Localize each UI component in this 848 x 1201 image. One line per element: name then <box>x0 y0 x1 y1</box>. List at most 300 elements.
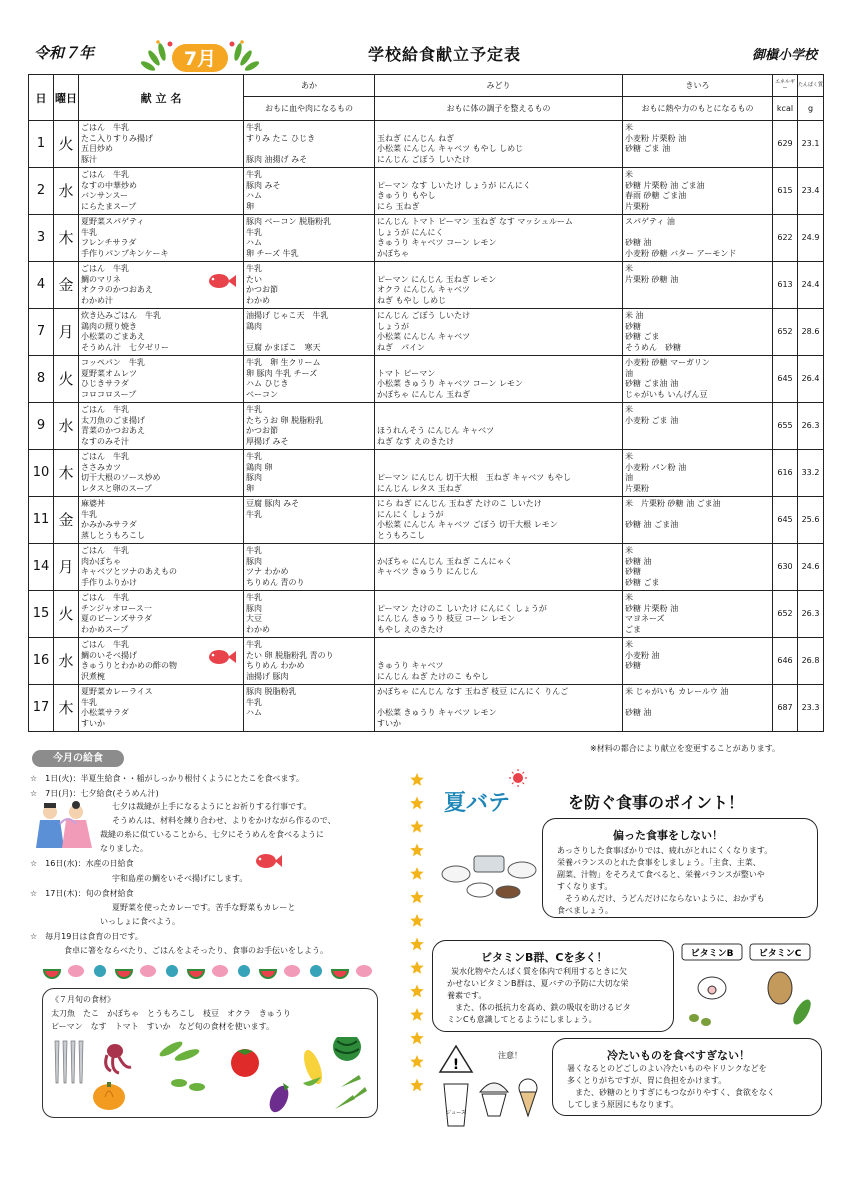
menu-line: 蒸しとうもろこし <box>81 530 145 540</box>
yellow-line <box>625 228 770 239</box>
yellow-cell <box>623 591 773 638</box>
menu-row <box>29 215 824 262</box>
tip-2-line-5: ミンCも意識してとるようにしましょう。 <box>447 1015 597 1024</box>
menu-line: すいか <box>81 718 105 728</box>
event-7-text-3: 裁縫の糸に似ていることから、七夕にそうめんを食べるように <box>100 830 324 839</box>
star-icon <box>410 844 423 857</box>
kcal-cell: 655 <box>773 403 798 450</box>
menu-line: 手作りふりかけ <box>81 577 137 587</box>
tip-box-vitamin <box>432 940 674 1032</box>
day-cell: 9 <box>29 403 54 450</box>
red-line: 厚揚げ みそ <box>246 436 289 446</box>
green-line: ねぎ もやし しめじ <box>377 295 447 305</box>
menu-line: キャベツとツナのあえもの <box>81 567 177 576</box>
yellow-line: 米 <box>625 405 633 414</box>
menu-line: かみかみサラダ <box>81 520 137 529</box>
tai-fish-icon <box>207 272 237 290</box>
green-cell <box>375 638 623 685</box>
potato-icon <box>768 972 792 1004</box>
yellow-line: 小麦粉 油 <box>625 650 660 660</box>
green-line: かぼちゃ <box>377 248 409 258</box>
change-note: ※材料の都合により献立を変更することがあります。 <box>590 744 781 753</box>
weekday-cell: 木 <box>54 685 79 732</box>
red-line: 豚肉 油揚げ みそ <box>246 154 308 164</box>
green-line: しょうが にんにく <box>377 227 444 237</box>
weekday-cell: 水 <box>54 638 79 685</box>
menu-line: ごはん 牛乳 <box>81 593 129 602</box>
yellow-line: そうめん 砂糖 <box>625 342 681 352</box>
fish-badge-icon <box>94 965 106 977</box>
red-line: 油揚げ じゃこ天 牛乳 <box>246 311 329 320</box>
green-line: にんにく しょうが <box>377 509 444 519</box>
red-line: たちうお 卵 脱脂粉乳 <box>246 415 324 425</box>
menu-line: 小松菜のごまあえ <box>81 332 145 341</box>
red-cell <box>244 685 375 732</box>
yellow-line: 米 <box>625 170 633 179</box>
seasonal-line-1: 太刀魚 たこ かぼちゃ とうもろこし 枝豆 オクラ きゅうり <box>51 1009 291 1018</box>
menu-line: ひじきサラダ <box>81 379 129 388</box>
vitamin-c-label: ビタミンC <box>758 949 802 959</box>
menu-line: ごはん 牛乳 <box>81 546 129 555</box>
red-line: ツナ わかめ <box>246 567 289 576</box>
red-line: ハム ひじき <box>246 379 289 388</box>
natsubate-logo <box>440 768 566 820</box>
tip-box-balanced <box>542 818 818 918</box>
menu-line: コロコロスープ <box>81 389 137 399</box>
yellow-line <box>625 285 770 296</box>
red-line <box>246 332 372 343</box>
menu-line: ごはん 牛乳 <box>81 123 129 132</box>
food-border <box>42 962 378 982</box>
yellow-line <box>625 719 770 730</box>
yellow-cell <box>623 685 773 732</box>
red-line: すりみ たこ ひじき <box>246 133 316 143</box>
event-17-text-1: 夏野菜を使ったカレーです。苦手な野菜もカレーと <box>112 903 296 912</box>
red-cell <box>244 356 375 403</box>
menu-line: コッペパン 牛乳 <box>81 358 145 367</box>
green-cell <box>375 685 623 732</box>
tip-3-line-3: また、砂糖のとりすぎにもつながりやすく、食欲をなく <box>567 1088 775 1097</box>
menu-row <box>29 497 824 544</box>
octopus-small-icon <box>356 965 372 977</box>
menu-body <box>29 121 824 732</box>
yellow-cell <box>623 168 773 215</box>
red-line <box>246 520 372 531</box>
tip-1-line-3: 副菜、汁物」をそろえて食べると、栄養バランスが整いや <box>557 870 765 879</box>
green-line: きゅうり キャベツ コーン レモン <box>377 238 497 247</box>
protein-cell: 23.3 <box>798 685 824 732</box>
octopus-small-icon <box>68 965 84 977</box>
menu-line: 夏のビーンズサラダ <box>81 614 153 623</box>
menu-line: バンサンスー <box>81 191 128 200</box>
green-line: 小松菜 にんじん キャベツ ごぼう 切干大根 レモン <box>377 520 558 529</box>
edamame-icon <box>158 1039 205 1091</box>
green-line: 小松菜 にんじん キャベツ <box>377 332 471 341</box>
menu-row <box>29 403 824 450</box>
natsubate-title: を防ぐ食事のポイント！ <box>568 793 745 812</box>
this-month-pill: 今月の給食 <box>32 750 124 767</box>
yellow-line: 砂糖 <box>625 567 641 576</box>
tomato-icon <box>231 1049 259 1077</box>
watermelon-slice-icon <box>260 970 276 978</box>
green-line: トマト ピーマン <box>377 368 436 378</box>
red-cell <box>244 215 375 262</box>
yellow-line: 米 片栗粉 砂糖 油 ごま油 <box>625 499 721 508</box>
weekday-cell: 金 <box>54 497 79 544</box>
event-17: ☆ 17日(木)：旬の食材給食 <box>30 889 134 898</box>
day-cell: 17 <box>29 685 54 732</box>
protein-cell: 23.4 <box>798 168 824 215</box>
yellow-line: 砂糖 ごま <box>625 332 660 341</box>
green-line: にら 玉ねぎ <box>377 201 420 211</box>
menu-line: ごはん 牛乳 <box>81 452 129 461</box>
weekday-cell: 水 <box>54 403 79 450</box>
menu-cell <box>79 685 244 732</box>
menu-cell <box>79 591 244 638</box>
menu-line: 太刀魚のごま揚げ <box>81 415 145 425</box>
octopus-small-icon <box>212 965 228 977</box>
protein-cell: 24.6 <box>798 544 824 591</box>
col-protein-unit: g <box>798 97 824 121</box>
green-line <box>377 640 620 651</box>
yellow-line: スパゲティ 油 <box>625 217 675 226</box>
menu-line: 夏野菜カレーライス <box>81 687 153 696</box>
green-cell <box>375 168 623 215</box>
kcal-cell: 652 <box>773 591 798 638</box>
yellow-line: 米 <box>625 593 633 602</box>
red-line: たい <box>246 274 262 284</box>
red-cell <box>244 450 375 497</box>
red-line: 牛乳 卵 生クリーム <box>246 358 321 367</box>
yellow-line: 砂糖 片栗粉 油 ごま油 <box>625 180 705 190</box>
yellow-line <box>625 155 770 166</box>
yellow-cell <box>623 497 773 544</box>
year-label: 令和７年 <box>34 44 95 62</box>
kcal-cell: 622 <box>773 215 798 262</box>
yellow-line: 砂糖 ごま <box>625 577 660 587</box>
menu-cell <box>79 638 244 685</box>
seasonal-title: 《７月旬の食材》 <box>51 995 115 1004</box>
red-line: ベーコン <box>246 389 278 399</box>
col-energy-unit: kcal <box>773 97 798 121</box>
red-cell <box>244 121 375 168</box>
green-line <box>377 405 620 416</box>
col-red: あか <box>244 75 375 97</box>
star-icon <box>410 1055 423 1068</box>
octopus-small-icon <box>284 965 300 977</box>
weekday-cell: 火 <box>54 121 79 168</box>
green-line: かぼちゃ にんじん 玉ねぎ <box>377 389 471 399</box>
yellow-cell <box>623 309 773 356</box>
red-line: 卵 チーズ 牛乳 <box>246 248 299 258</box>
yellow-line: 砂糖 <box>625 321 641 331</box>
tai-fish-icon <box>207 648 237 666</box>
yellow-line: 砂糖 ごま 油 <box>625 144 671 153</box>
protein-cell: 25.6 <box>798 497 824 544</box>
green-line: にんじん ごぼう しいたけ <box>377 154 471 164</box>
watermelon-icon <box>333 1037 361 1061</box>
red-cell <box>244 262 375 309</box>
yellow-cell <box>623 356 773 403</box>
star-icon <box>410 938 423 951</box>
green-line: もやし えのきたけ <box>377 624 444 634</box>
caution-label: 注意！ <box>498 1051 522 1060</box>
tip-1-line-2: 栄養バランスのとれた食事をしましょう。「主食、主菜、 <box>557 858 761 867</box>
menu-line: 麻婆丼 <box>81 499 105 508</box>
green-cell <box>375 403 623 450</box>
yellow-line: 砂糖 片栗粉 油 <box>625 603 679 613</box>
tip-3-line-1: 暑くなるとのどごしのよい冷たいものやドリンクなどを <box>567 1064 767 1073</box>
menu-line: 夏野菜オムレツ <box>81 368 137 378</box>
menu-row <box>29 450 824 497</box>
green-line <box>377 358 620 369</box>
event-19-text: 食卓に箸をならべたり、ごはんをよそったり、食事のお手伝いをしよう。 <box>64 946 328 955</box>
menu-cell <box>79 450 244 497</box>
event-7-text-2: そうめんは、材料を練り合わせ、よりをかけながら作るので、 <box>112 816 336 825</box>
red-line <box>246 719 372 730</box>
menu-line: 沢煮椀 <box>81 671 105 681</box>
col-menu: 献 立 名 <box>79 75 244 121</box>
kcal-cell: 646 <box>773 638 798 685</box>
menu-cell <box>79 544 244 591</box>
menu-row <box>29 356 824 403</box>
ice-cream-icon <box>519 1079 537 1116</box>
star-icon <box>410 891 423 904</box>
star-icon <box>410 914 423 927</box>
weekday-cell: 水 <box>54 168 79 215</box>
green-line: ほうれんそう にんじん キャベツ <box>377 426 495 435</box>
yellow-line: 米 <box>625 546 633 555</box>
menu-line: ごはん 牛乳 <box>81 264 129 273</box>
yellow-line: 春雨 砂糖 ごま油 <box>625 191 687 200</box>
green-cell <box>375 544 623 591</box>
yellow-cell <box>623 262 773 309</box>
tip-2-line-1: 炭水化物やたんぱく質を体内で利用するときに欠 <box>451 967 627 976</box>
watermelon-slice-icon <box>332 970 348 978</box>
protein-cell: 26.3 <box>798 403 824 450</box>
tachiuo-icon <box>55 1041 83 1083</box>
menu-line: わかめ汁 <box>81 295 113 305</box>
yellow-line <box>625 698 770 709</box>
yellow-line: 米 <box>625 264 633 273</box>
seasonal-box <box>42 988 378 1118</box>
green-line: ねぎ なす えのきたけ <box>377 436 455 446</box>
menu-line: 鯛のいそべ揚げ <box>81 650 137 660</box>
weekday-cell: 木 <box>54 215 79 262</box>
red-line: 牛乳 <box>246 509 262 519</box>
seasonal-line-2: ピーマン なす トマト すいか など旬の食材を使います。 <box>51 1022 275 1031</box>
yellow-line: 油 <box>625 473 633 482</box>
red-line: 豚肉 <box>246 473 262 482</box>
green-line <box>377 170 620 181</box>
tip-1-line-6: 食べましょう。 <box>557 906 613 915</box>
pig-icon <box>698 977 726 999</box>
leaf-right-icon <box>233 43 260 73</box>
kcal-cell: 615 <box>773 168 798 215</box>
col-yellow: きいろ <box>623 75 773 97</box>
menu-cell <box>79 497 244 544</box>
red-line: わかめ <box>246 295 270 305</box>
yellow-line: 片栗粉 <box>625 201 649 211</box>
bean-icon <box>689 1014 711 1026</box>
sun-icon <box>509 769 527 787</box>
green-line: 小松菜 にんじん キャベツ もやし しめじ <box>377 144 524 153</box>
yellow-line: 小麦粉 砂糖 マーガリン <box>625 358 710 367</box>
col-green: みどり <box>375 75 623 97</box>
green-cell <box>375 309 623 356</box>
kcal-cell: 630 <box>773 544 798 591</box>
natsubate-logo-text: 夏バテ <box>444 791 511 816</box>
protein-cell: 26.8 <box>798 638 824 685</box>
natsubate-header <box>440 780 820 820</box>
green-line <box>377 264 620 275</box>
col-yellow-desc: おもに熱や力のもとになるもの <box>623 97 773 121</box>
green-line: かぼちゃ にんじん なす 玉ねぎ 枝豆 にんにく りんご <box>377 687 569 696</box>
menu-line: ごはん 牛乳 <box>81 170 129 179</box>
green-line: ピーマン たけのこ しいたけ にんにく しょうが <box>377 603 547 613</box>
red-line: 牛乳 <box>246 593 262 602</box>
kcal-cell: 613 <box>773 262 798 309</box>
col-green-desc: おもに体の調子を整えるもの <box>375 97 623 121</box>
event-7-text-1: 七夕は裁縫が上手になるようにとお祈りする行事です。 <box>112 802 312 811</box>
yellow-line: 砂糖 <box>625 661 641 670</box>
green-line: にんじん トマト ピーマン 玉ねぎ なす マッシュルーム <box>377 217 573 226</box>
yellow-line: 片栗粉 砂糖 油 <box>625 274 679 284</box>
red-line: 卵 豚肉 牛乳 チーズ <box>246 368 318 378</box>
red-cell <box>244 497 375 544</box>
green-line: きゅうり もやし <box>377 191 436 200</box>
menu-line: 夏野菜スパゲティ <box>81 217 145 226</box>
yellow-cell <box>623 450 773 497</box>
menu-row <box>29 591 824 638</box>
fish-badge-icon <box>166 965 178 977</box>
green-cell <box>375 121 623 168</box>
leaf-left-icon <box>140 43 167 73</box>
tip-2-title: ビタミンB群、Cを多く！ <box>481 951 608 964</box>
yellow-line: 米 <box>625 640 633 649</box>
kcal-cell: 645 <box>773 356 798 403</box>
tip-box-cold <box>552 1038 822 1116</box>
green-line: にんじん きゅうり 枝豆 コーン レモン <box>377 614 516 623</box>
menu-line: 五目炒め <box>81 144 113 153</box>
menu-line: ささみカツ <box>81 462 121 472</box>
red-line: 卵 <box>246 483 254 493</box>
yellow-line: 米 <box>625 123 633 132</box>
yellow-line <box>625 437 770 448</box>
red-line: 牛乳 <box>246 170 262 179</box>
green-line: にら ねぎ にんじん 玉ねぎ たけのこ しいたけ <box>377 499 542 508</box>
pumpkin-icon <box>93 1082 125 1110</box>
green-line: すいか <box>377 718 401 728</box>
red-line: 豚肉 脱脂粉乳 <box>246 687 297 696</box>
tip-2-line-3: 養素です。 <box>447 991 487 1000</box>
event-19: ☆ 毎月19日は食育の日です。 <box>30 932 143 941</box>
kcal-cell: 652 <box>773 309 798 356</box>
yellow-line: 砂糖 油 <box>625 556 652 566</box>
yellow-line: 油 <box>625 368 633 378</box>
month-label: 7月 <box>183 48 217 70</box>
red-line: 牛乳 <box>246 697 262 707</box>
red-line: 大豆 <box>246 614 262 623</box>
green-line <box>377 123 620 134</box>
red-line: 牛乳 <box>246 405 262 414</box>
yellow-line: 小麦粉 片栗粉 油 <box>625 133 687 143</box>
star-icon <box>410 820 423 833</box>
school-name: 御槇小学校 <box>751 48 817 63</box>
menu-row <box>29 544 824 591</box>
menu-row <box>29 262 824 309</box>
menu-line: わかめスープ <box>81 624 129 634</box>
corn-icon <box>300 1048 325 1087</box>
svg-text:!: ! <box>452 1057 460 1073</box>
star-icon <box>410 985 423 998</box>
day-cell: 15 <box>29 591 54 638</box>
weekday-cell: 金 <box>54 262 79 309</box>
cold-food-illustration <box>438 1044 550 1128</box>
menu-cell <box>79 262 244 309</box>
menu-line: ごはん 牛乳 <box>81 405 129 414</box>
yellow-line: マヨネーズ <box>625 614 665 623</box>
menu-line: 青菜のかつおあえ <box>81 426 145 435</box>
menu-line: レタスと卵のスープ <box>81 483 152 493</box>
menu-row <box>29 685 824 732</box>
eggplant-icon <box>266 1083 292 1115</box>
fish-badge-icon <box>238 965 250 977</box>
drink-label: ジュース <box>446 1110 466 1116</box>
weekday-cell: 月 <box>54 544 79 591</box>
green-line: にんじん ごぼう しいたけ <box>377 311 471 320</box>
green-cell <box>375 591 623 638</box>
fish-badge-icon <box>310 965 322 977</box>
day-cell: 8 <box>29 356 54 403</box>
event-16: ☆ 16日(水)：水産の日給食 <box>30 859 134 868</box>
menu-line: 切干大根のソース炒め <box>81 473 161 482</box>
menu-line: にらたまスープ <box>81 201 137 211</box>
page-header <box>28 34 823 74</box>
star-icon <box>410 961 423 974</box>
drink-cup-icon <box>444 1084 468 1126</box>
green-cell <box>375 450 623 497</box>
red-line: 豆腐 かまぼこ 寒天 <box>246 342 321 352</box>
yellow-line: 砂糖 油 <box>625 708 652 717</box>
day-cell: 11 <box>29 497 54 544</box>
weekday-cell: 月 <box>54 309 79 356</box>
yellow-line: 砂糖 ごま油 油 <box>625 379 679 388</box>
menu-line: ごはん 牛乳 <box>81 640 129 649</box>
event-17-text-2: いっしょに食べよう。 <box>100 917 180 926</box>
kcal-cell: 629 <box>773 121 798 168</box>
menu-line: なすの中華炒め <box>81 180 137 190</box>
red-cell <box>244 403 375 450</box>
menu-line: 牛乳 <box>81 697 97 707</box>
menu-row <box>29 168 824 215</box>
tai-fish-icon <box>254 852 282 870</box>
weekday-cell: 火 <box>54 591 79 638</box>
red-line: ちりめん わかめ <box>246 661 305 670</box>
menu-line: オクラのかつおあえ <box>81 285 153 294</box>
yellow-line <box>625 531 770 542</box>
tip-1-line-4: すくなります。 <box>557 882 613 891</box>
green-line: ピーマン にんじん 玉ねぎ レモン <box>377 274 497 284</box>
green-line <box>377 452 620 463</box>
day-cell: 7 <box>29 309 54 356</box>
day-cell: 10 <box>29 450 54 497</box>
event-7: ☆ 7日(月)：七夕給食(そうめん汁) <box>30 789 159 798</box>
protein-cell: 23.1 <box>798 121 824 168</box>
protein-cell: 26.4 <box>798 356 824 403</box>
menu-line: 牛乳 <box>81 509 97 519</box>
event-16-text: 宇和島産の鯛をいそべ揚げにします。 <box>112 874 248 883</box>
